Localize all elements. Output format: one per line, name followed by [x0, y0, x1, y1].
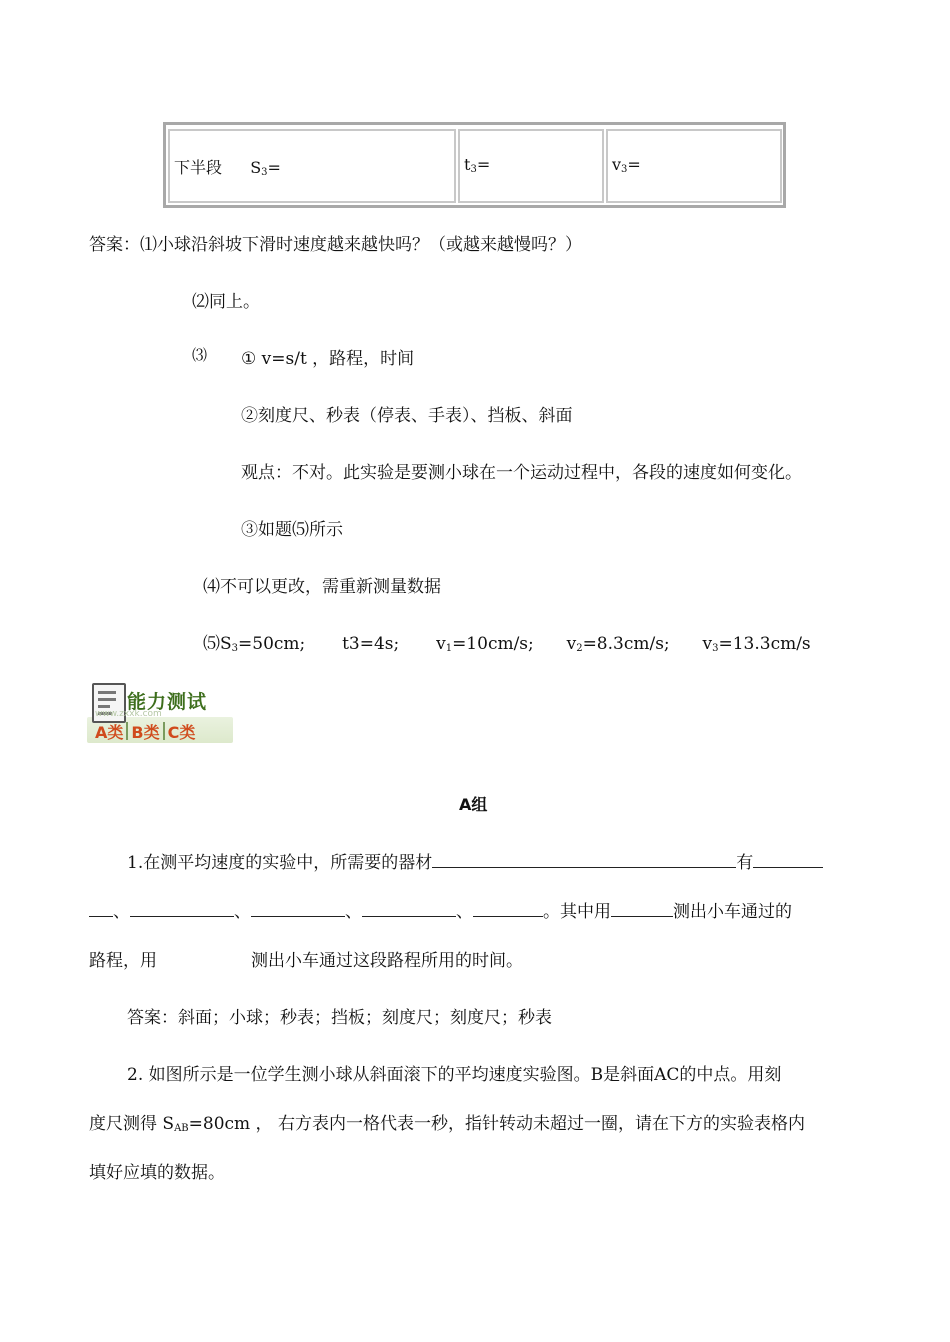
answer-2: ⑵同上。: [192, 292, 260, 312]
ability-test-logo: [87, 683, 233, 743]
t-label: t: [464, 155, 471, 174]
logo-title: 能力测试: [127, 691, 208, 713]
row-label: 下半段: [174, 158, 223, 177]
question-1-line-1: 1.在测平均速度的实验中，所需要的器材 有: [127, 848, 823, 873]
question-2-line-1: 2. 如图所示是一位学生测小球从斜面滚下的平均速度实验图。B是斜面AC的中点。用刻: [127, 1065, 782, 1085]
s-label: S: [250, 158, 262, 177]
blank-item-4: [362, 900, 456, 917]
answer-5: $⑸S_3=50cm$; t3=4s; $v_1=10cm/s$; $v_2=8.3cm/s$; $v_3=13.3cm/s$: [203, 634, 811, 654]
blank-item-2: [130, 900, 234, 917]
table-cell-t3: $t_3=$: [458, 129, 604, 203]
category-b: B类: [131, 722, 160, 742]
answer-3-3: ③如题⑸所示: [241, 520, 343, 540]
data-table: [163, 122, 786, 208]
logo-categories: [95, 719, 195, 743]
section-title: A组: [459, 795, 488, 814]
answer-1: 答案：⑴小球沿斜坡下滑时速度越来越快吗？（或越来越慢吗？）: [89, 235, 582, 255]
blank-equipment: [432, 851, 736, 868]
answer-3-2: ②刻度尺、秒表（停表、手表）、挡板、斜面: [241, 406, 573, 426]
question-1-answer: 答案：斜面；小球；秒表；挡板；刻度尺；刻度尺；秒表: [127, 1008, 552, 1028]
blank-item-1b: [89, 900, 113, 917]
blank-item-1a: [753, 851, 823, 868]
question-1-line-3: 路程，用 测出小车通过这段路程所用的时间。: [89, 951, 523, 971]
logo-watermark: www.zxxk.com: [95, 709, 162, 719]
answer-5-t: t3=4s;: [342, 634, 400, 654]
answer-3-number: ⑶: [192, 346, 208, 364]
blank-distance-tool: [611, 900, 673, 917]
question-1-line-2: 、 、 、 、 。其中用 测出小车通过的: [89, 897, 792, 922]
table-cell-s3: 下半段 $S_3=$: [168, 129, 456, 203]
category-c: C类: [167, 722, 196, 742]
question-2-line-2: 度尺测得 $S_{AB}=80cm$ ， 右方表内一格代表一秒，指针转动未超过一圈，请在下方的实验表格内: [89, 1114, 805, 1134]
category-a: A类: [95, 722, 124, 742]
answer-3-view: 观点：不对。此实验是要测小球在一个运动过程中，各段的速度如何变化。: [241, 463, 802, 483]
blank-item-5: [473, 900, 543, 917]
blank-item-3: [251, 900, 345, 917]
answer-4: ⑷不可以更改，需重新测量数据: [203, 577, 441, 597]
table-cell-v3: $v_3=$: [606, 129, 782, 203]
v-label: v: [612, 155, 622, 174]
answer-3-1: ① v=s/t ，路程，时间: [241, 349, 415, 369]
question-2-line-3: 填好应填的数据。: [89, 1163, 225, 1183]
